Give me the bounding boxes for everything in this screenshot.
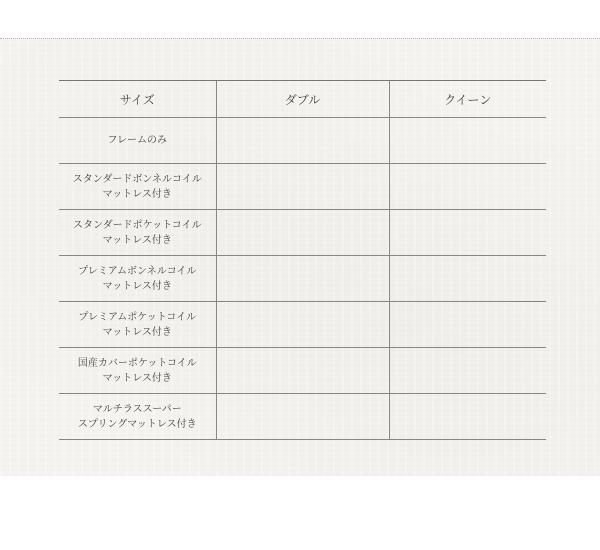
header-double: ダブル (216, 81, 389, 118)
cell-double (216, 164, 389, 210)
row-label-line: プレミアムボンネルコイル (78, 265, 197, 277)
header-queen: クイーン (389, 81, 546, 118)
row-label-line: 国産カバーポケットコイル (77, 357, 197, 369)
table-row (59, 302, 546, 348)
cell-double (216, 210, 389, 256)
row-label (59, 210, 216, 256)
row-label (59, 164, 216, 210)
header-size: サイズ (59, 81, 216, 118)
cell-double (216, 118, 389, 164)
table-header-row (59, 81, 546, 118)
row-label (59, 348, 216, 394)
table-row (59, 348, 546, 394)
cell-queen (389, 348, 546, 394)
dotted-top-border (0, 38, 600, 39)
row-label-line: フレームのみ (107, 135, 168, 146)
cell-queen (389, 302, 546, 348)
row-label (59, 118, 216, 164)
table-row (59, 394, 546, 440)
cell-queen (389, 210, 546, 256)
cell-queen (389, 394, 546, 440)
cell-queen (389, 256, 546, 302)
cell-queen (389, 118, 546, 164)
cell-double (216, 256, 389, 302)
row-label (59, 394, 216, 440)
row-label-line: マットレス付き (102, 372, 172, 384)
row-label-line: マットレス付き (102, 234, 172, 246)
row-label-line: マットレス付き (102, 188, 172, 200)
cell-double (216, 394, 389, 440)
row-label-line: スタンダードポケットコイル (73, 219, 202, 231)
row-label-line: マットレス付き (102, 280, 172, 292)
row-label-line: プレミアムポケットコイル (78, 311, 197, 323)
row-label-line: スプリングマットレス付き (77, 418, 197, 430)
row-label-line: スタンダードボンネルコイル (72, 173, 202, 185)
cell-double (216, 348, 389, 394)
cell-double (216, 302, 389, 348)
row-label-line: マットレス付き (102, 326, 172, 338)
size-price-table (59, 80, 546, 440)
row-label (59, 302, 216, 348)
table-row (59, 210, 546, 256)
row-label (59, 256, 216, 302)
table-row (59, 118, 546, 164)
row-label-line: マルチラススーパー (92, 403, 182, 415)
table-row (59, 164, 546, 210)
cell-queen (389, 164, 546, 210)
table-row (59, 256, 546, 302)
